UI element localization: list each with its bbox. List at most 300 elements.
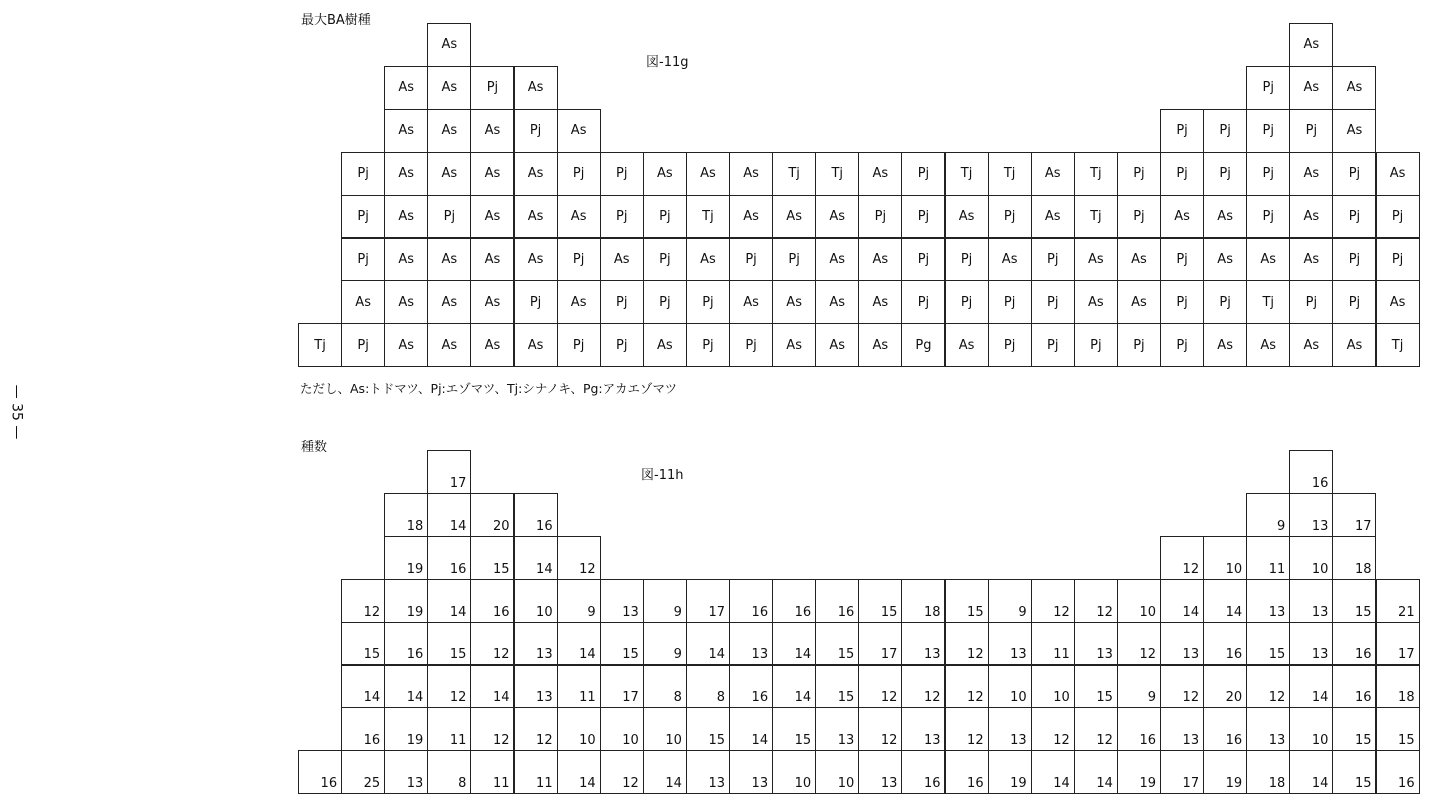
page-number-text: — 35 — (8, 384, 24, 440)
species-cell-value: Pj (357, 166, 369, 182)
count-cell-value: 9 (1018, 604, 1027, 620)
count-cell (1203, 707, 1247, 751)
species-cell-value: Pj (917, 166, 930, 182)
species-cell-value: Pj (1348, 209, 1361, 225)
species-cell-value: As (441, 80, 458, 96)
species-cell-value: Pg (915, 337, 932, 353)
count-cell-value: 21 (1398, 604, 1415, 620)
species-cell-value: Pj (659, 251, 671, 267)
count-cell-value: 14 (449, 604, 467, 620)
count-cell (1246, 536, 1290, 580)
species-cell-value: As (1389, 294, 1406, 310)
count-cell (1117, 579, 1161, 623)
species-cell-value: As (1389, 166, 1406, 182)
count-cell-value: 14 (751, 733, 769, 749)
count-cell (1289, 536, 1333, 580)
count-cell (686, 707, 730, 751)
species-cell-value: Pj (1176, 166, 1188, 182)
species-cell-value: Pj (1262, 80, 1274, 96)
count-cell-value: 8 (673, 690, 682, 706)
count-cell (1160, 707, 1204, 751)
species-cell-value: Tj (1262, 294, 1275, 310)
count-cell (470, 579, 514, 623)
count-cell-value: 15 (708, 733, 725, 749)
count-cell-value: 16 (923, 776, 941, 792)
count-cell (815, 750, 859, 794)
count-cell-value: 10 (794, 776, 812, 792)
count-cell-value: 25 (363, 776, 381, 792)
count-cell-value: 16 (837, 604, 855, 620)
species-cell-value: As (743, 209, 759, 225)
species-cell-value: As (1217, 337, 1233, 353)
count-cell (1289, 622, 1333, 666)
count-cell-value: 12 (622, 776, 639, 792)
count-cell-value: 13 (751, 776, 769, 792)
count-cell (729, 707, 773, 751)
species-cell-value: As (527, 251, 544, 267)
count-cell-value: 16 (406, 647, 424, 663)
count-cell-value: 10 (622, 733, 639, 749)
count-cell (815, 707, 859, 751)
count-cell (427, 450, 471, 494)
count-cell-value: 10 (665, 733, 682, 749)
species-cell-value: Pj (917, 251, 930, 267)
species-cell-value: Pj (1133, 166, 1145, 182)
count-cell-value: 13 (1010, 733, 1027, 749)
species-cell-value: Pj (1003, 209, 1016, 225)
species-cell-value: Pj (1219, 166, 1231, 182)
count-cell-value: 12 (1053, 604, 1070, 620)
count-cell (686, 665, 730, 709)
count-cell-value: 15 (967, 604, 984, 620)
species-cell-value: Pj (486, 80, 499, 96)
count-cell-value: 14 (794, 647, 812, 663)
count-cell (1160, 536, 1204, 580)
count-cell (815, 665, 859, 709)
count-cell (470, 493, 514, 537)
count-cell (1117, 707, 1161, 751)
count-cell-value: 16 (967, 776, 984, 792)
species-cell-value: Tj (831, 166, 844, 182)
count-cell (1376, 622, 1420, 666)
count-cell (772, 750, 816, 794)
species-cell-value: Pj (1047, 337, 1059, 353)
count-cell (341, 579, 385, 623)
species-cell-value: As (786, 294, 802, 310)
count-cell (643, 665, 687, 709)
count-cell-value: 12 (967, 733, 984, 749)
species-cell-value: As (1131, 294, 1147, 310)
species-cell-value: Pj (874, 209, 887, 225)
species-cell-value: Pj (1176, 294, 1188, 310)
count-cell-value: 17 (449, 475, 467, 491)
count-cell (686, 579, 730, 623)
count-cell (1332, 622, 1376, 666)
count-cell (901, 750, 945, 794)
count-cell-value: 13 (622, 604, 639, 620)
count-cell (901, 665, 945, 709)
species-cell-value: As (484, 166, 501, 182)
count-cell-value: 17 (1182, 776, 1200, 792)
count-cell (557, 536, 601, 580)
count-cell-value: 14 (1311, 776, 1329, 792)
count-cell-value: 8 (716, 690, 725, 706)
species-cell-value: As (441, 251, 458, 267)
count-cell-value: 10 (1053, 690, 1070, 706)
count-cell-value: 16 (1225, 647, 1243, 663)
species-cell-value: As (398, 209, 415, 225)
count-cell (384, 536, 428, 580)
count-cell-value: 14 (1225, 604, 1243, 620)
count-cell-value: 9 (673, 647, 682, 663)
species-cell-value: Pj (1133, 209, 1145, 225)
species-cell-value: As (1346, 80, 1363, 96)
species-cell-value: As (657, 166, 673, 182)
count-cell-value: 17 (1398, 647, 1415, 663)
count-cell-value: 10 (1139, 604, 1156, 620)
count-cell (729, 579, 773, 623)
count-cell-value: 15 (837, 690, 855, 706)
species-cell-value: Pj (1176, 337, 1188, 353)
count-cell-value: 9 (1277, 518, 1286, 534)
species-cell-value: Pj (1003, 294, 1016, 310)
species-cell-value: Tj (788, 166, 800, 182)
count-cell-value: 10 (837, 776, 855, 792)
species-cell-value: As (484, 294, 501, 310)
count-cell (427, 622, 471, 666)
count-cell (1031, 707, 1075, 751)
species-cell-value: As (1260, 251, 1277, 267)
count-cell-value: 8 (458, 776, 467, 792)
count-cell (427, 536, 471, 580)
count-cell (514, 579, 558, 623)
count-cell (557, 665, 601, 709)
count-cell (988, 579, 1032, 623)
count-cell-value: 9 (673, 604, 682, 620)
count-cell-value: 12 (1053, 733, 1070, 749)
species-cell-value: Tj (1090, 166, 1102, 182)
count-cell (514, 493, 558, 537)
count-cell-value: 14 (536, 561, 553, 577)
count-cell-value: 10 (536, 604, 553, 620)
species-cell-value: Pj (572, 337, 585, 353)
count-cell-value: 13 (1311, 518, 1329, 534)
count-cell (1031, 665, 1075, 709)
count-cell (1203, 579, 1247, 623)
species-cell-value: Pj (616, 294, 628, 310)
species-cell-value: Pj (357, 337, 369, 353)
species-cell-value: As (743, 294, 759, 310)
species-cell-value: Pj (529, 123, 542, 139)
species-cell-value: As (1088, 251, 1104, 267)
count-cell-value: 16 (1311, 475, 1329, 491)
species-cell-value: As (1303, 37, 1320, 53)
count-cell-value: 11 (1053, 647, 1070, 663)
species-cell-value: Tj (1003, 166, 1016, 182)
species-cell-value: As (527, 209, 544, 225)
species-cell-value: As (872, 294, 889, 310)
count-cell-value: 17 (1354, 518, 1372, 534)
count-cell (945, 750, 989, 794)
count-cell (470, 536, 514, 580)
species-cell-value: As (1303, 166, 1320, 182)
count-cell-value: 13 (880, 776, 898, 792)
count-cell-value: 12 (1139, 647, 1156, 663)
species-cell-value: Pj (1219, 294, 1231, 310)
count-cell (1160, 579, 1204, 623)
count-cell-value: 16 (751, 604, 769, 620)
count-cell (1332, 579, 1376, 623)
count-cell-value: 19 (406, 561, 424, 577)
count-cell (470, 707, 514, 751)
species-cell-value: As (441, 37, 458, 53)
species-cell-value: Pj (659, 294, 671, 310)
species-cell-value: As (1131, 251, 1147, 267)
count-cell (1289, 579, 1333, 623)
count-cell-value: 10 (1225, 561, 1243, 577)
species-cell-value: As (958, 209, 975, 225)
count-cell-value: 14 (579, 776, 596, 792)
species-cell-value: As (398, 294, 415, 310)
species-cell-value: As (657, 337, 673, 353)
count-cell (1246, 665, 1290, 709)
count-cell (341, 750, 385, 794)
count-cell (729, 665, 773, 709)
count-cell-value: 13 (837, 733, 855, 749)
count-cell-value: 13 (536, 647, 553, 663)
count-cell-value: 19 (406, 604, 424, 620)
count-cell (1203, 665, 1247, 709)
count-cell (1031, 579, 1075, 623)
count-cell-value: 13 (923, 733, 941, 749)
count-cell (1332, 707, 1376, 751)
count-cell (470, 750, 514, 794)
count-cell-value: 15 (837, 647, 855, 663)
count-cell-value: 13 (1182, 647, 1200, 663)
count-cell (1332, 536, 1376, 580)
species-cell-value: Tj (702, 209, 714, 225)
count-cell-value: 12 (1182, 690, 1200, 706)
count-cell-value: 11 (1268, 561, 1286, 577)
count-cell (470, 622, 514, 666)
count-cell (1376, 750, 1420, 794)
species-cell-value: Pj (960, 294, 973, 310)
count-cell-value: 12 (579, 561, 596, 577)
count-cell-value: 15 (1096, 690, 1113, 706)
count-cell (1117, 665, 1161, 709)
species-cell-value: As (786, 337, 802, 353)
count-cell-value: 12 (449, 690, 467, 706)
count-cell (1203, 622, 1247, 666)
count-cell-value: 14 (794, 690, 812, 706)
species-cell-value: As (700, 166, 716, 182)
count-cell-value: 13 (923, 647, 941, 663)
count-cell-value: 15 (622, 647, 639, 663)
count-cell-value: 10 (579, 733, 596, 749)
count-cell-value: 16 (751, 690, 769, 706)
species-cell-value: As (398, 80, 415, 96)
species-cell-value: As (355, 294, 371, 310)
species-cell-value: Pj (1348, 251, 1361, 267)
species-cell-value: As (1088, 294, 1104, 310)
count-cell (1074, 622, 1118, 666)
count-cell-value: 16 (1225, 733, 1243, 749)
species-cell-value: Pj (659, 209, 671, 225)
count-cell-value: 14 (1096, 776, 1113, 792)
count-cell-value: 14 (1182, 604, 1200, 620)
count-cell (858, 665, 902, 709)
count-cell-value: 13 (536, 690, 553, 706)
count-cell (427, 493, 471, 537)
species-cell-value: Pj (960, 251, 973, 267)
species-cell-value: As (441, 294, 458, 310)
count-cell (643, 707, 687, 751)
species-cell-value: Pj (1305, 123, 1318, 139)
species-cell-value: As (1346, 337, 1363, 353)
count-cell (1160, 665, 1204, 709)
species-cell-value: As (1044, 209, 1061, 225)
count-cell (1332, 665, 1376, 709)
species-cell-value: Pj (1133, 337, 1145, 353)
count-cell-value: 16 (320, 776, 338, 792)
species-legend-note: ただし、As:トドマツ、Pj:エゾマツ、Tj:シナノキ、Pg:アカエゾマツ (300, 381, 678, 396)
species-cell-value: As (1217, 209, 1233, 225)
count-cell-value: 13 (751, 647, 769, 663)
species-cell-value: As (1346, 123, 1363, 139)
count-cell-value: 15 (794, 733, 812, 749)
count-cell (298, 750, 342, 794)
count-cell (1376, 707, 1420, 751)
count-cell-value: 20 (1225, 690, 1243, 706)
count-cell (1289, 665, 1333, 709)
species-cell-value: As (829, 337, 846, 353)
count-cell (988, 707, 1032, 751)
count-cell-value: 12 (536, 733, 553, 749)
count-cell-value: 12 (880, 690, 898, 706)
species-cell-value: As (527, 80, 544, 96)
count-cell-value: 19 (1010, 776, 1027, 792)
species-cell-value: Pj (1176, 123, 1188, 139)
species-cell-value: Pj (702, 337, 714, 353)
count-cell-value: 15 (492, 561, 510, 577)
species-cell-value: As (1303, 337, 1320, 353)
count-cell-value: 15 (1354, 776, 1372, 792)
count-cell (729, 750, 773, 794)
count-cell-value: 9 (1147, 690, 1156, 706)
figure-11g-label: 図-11g (646, 55, 689, 70)
count-cell-value: 13 (1311, 604, 1329, 620)
count-cell (514, 665, 558, 709)
species-cell-value: As (1217, 251, 1233, 267)
species-cell-value: As (484, 337, 501, 353)
count-cell (1376, 665, 1420, 709)
species-cell-value: Pj (788, 251, 800, 267)
count-cell (1074, 579, 1118, 623)
count-cell (1246, 493, 1290, 537)
count-cell (858, 622, 902, 666)
species-cell-value: Pj (917, 294, 930, 310)
count-cell-value: 13 (1096, 647, 1113, 663)
species-cell-value: As (484, 123, 501, 139)
species-cell-value: Pj (1348, 294, 1361, 310)
count-cell-value: 12 (1096, 733, 1113, 749)
count-cell (600, 665, 644, 709)
count-cell-value: 18 (1354, 561, 1372, 577)
count-cell-value: 15 (1398, 733, 1415, 749)
count-cell (384, 493, 428, 537)
count-cell (1074, 707, 1118, 751)
species-cell-value: As (570, 123, 587, 139)
count-cell-value: 14 (492, 690, 510, 706)
count-cell (470, 665, 514, 709)
count-cell-value: 11 (536, 776, 553, 792)
count-cell-value: 14 (449, 518, 467, 534)
count-cell-value: 11 (492, 776, 510, 792)
count-cell (1246, 707, 1290, 751)
species-cell-value: Pj (572, 166, 585, 182)
count-cell (600, 622, 644, 666)
species-cell-value: Pj (1047, 251, 1059, 267)
count-cell (1289, 493, 1333, 537)
count-cell-value: 10 (1311, 561, 1329, 577)
species-cell-value: As (527, 337, 544, 353)
count-cell-value: 12 (967, 647, 984, 663)
species-cell-value: Pj (1262, 123, 1274, 139)
count-cell-value: 11 (579, 690, 596, 706)
count-cell (341, 707, 385, 751)
species-cell-value: As (398, 123, 415, 139)
count-cell-value: 9 (587, 604, 596, 620)
count-cell (1289, 707, 1333, 751)
count-cell-value: 18 (923, 604, 941, 620)
count-cell (1031, 750, 1075, 794)
species-cell-value: As (786, 209, 802, 225)
count-cell (643, 579, 687, 623)
count-cell (1203, 750, 1247, 794)
count-cell (557, 750, 601, 794)
count-cell-value: 18 (1398, 690, 1415, 706)
species-cell-value: As (1303, 251, 1320, 267)
count-cell (1074, 750, 1118, 794)
count-cell-value: 16 (492, 604, 510, 620)
count-cell-value: 13 (1311, 647, 1329, 663)
count-cell-value: 11 (449, 733, 467, 749)
count-cell (1246, 750, 1290, 794)
species-cell-value: As (743, 166, 759, 182)
count-cell-value: 13 (1268, 733, 1286, 749)
count-cell (988, 665, 1032, 709)
count-cell (514, 707, 558, 751)
species-cell-value: Pj (1176, 251, 1188, 267)
species-cell-value: Pj (1219, 123, 1231, 139)
species-cell-value: Pj (702, 294, 714, 310)
species-cell-value: Tj (314, 337, 326, 353)
species-cell-value: As (570, 294, 587, 310)
count-cell (1246, 622, 1290, 666)
count-cell (427, 579, 471, 623)
count-cell-value: 16 (449, 561, 467, 577)
species-cell-value: As (829, 209, 846, 225)
species-cell-value: As (570, 209, 587, 225)
count-cell-value: 12 (363, 604, 381, 620)
count-cell-value: 17 (622, 690, 639, 706)
species-cell-value: As (872, 337, 889, 353)
species-cell-value: Pj (745, 251, 757, 267)
species-cell-value: As (1303, 80, 1320, 96)
count-cell-value: 20 (492, 518, 510, 534)
species-cell-value: As (441, 166, 458, 182)
count-cell (384, 622, 428, 666)
